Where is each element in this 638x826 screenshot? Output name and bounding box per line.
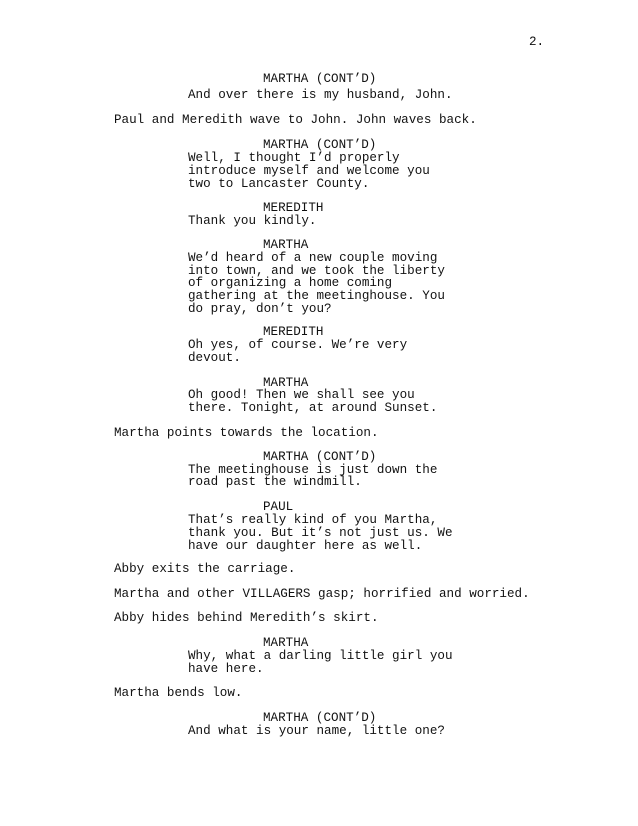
action-line: Martha and other VILLAGERS gasp; horrified and worried. — [114, 587, 530, 601]
character-name: MARTHA (CONT’D) — [263, 138, 377, 152]
dialogue-line: have our daughter here as well. — [188, 539, 423, 553]
character-name: PAUL — [263, 500, 294, 514]
character-name: MARTHA — [263, 376, 309, 390]
character-name: MARTHA (CONT’D) — [263, 450, 377, 464]
dialogue-line: Why, what a darling little girl you — [188, 649, 453, 663]
character-name: MARTHA — [263, 238, 309, 252]
dialogue-line: And what is your name, little one? — [188, 724, 445, 738]
dialogue-line: Thank you kindly. — [188, 214, 317, 228]
dialogue-line: introduce myself and welcome you — [188, 164, 430, 178]
dialogue-line: have here. — [188, 662, 264, 676]
dialogue-line: That’s really kind of you Martha, — [188, 513, 438, 527]
page-number: 2. — [529, 35, 545, 49]
dialogue-line: there. Tonight, at around Sunset. — [188, 401, 438, 415]
character-name: MARTHA — [263, 636, 309, 650]
dialogue-line: Oh yes, of course. We’re very — [188, 338, 408, 352]
dialogue-line: into town, and we took the liberty — [188, 264, 445, 278]
dialogue-line: devout. — [188, 351, 241, 365]
action-line: Abby hides behind Meredith’s skirt. — [114, 611, 379, 625]
dialogue-line: gathering at the meetinghouse. You — [188, 289, 445, 303]
dialogue-line: do pray, don’t you? — [188, 302, 332, 316]
dialogue-line: thank you. But it’s not just us. We — [188, 526, 453, 540]
character-name: MEREDITH — [263, 201, 324, 215]
character-name: MARTHA (CONT’D) — [263, 72, 377, 86]
character-name: MARTHA (CONT’D) — [263, 711, 377, 725]
action-line: Martha bends low. — [114, 686, 243, 700]
dialogue-line: The meetinghouse is just down the — [188, 463, 438, 477]
dialogue-line: road past the windmill. — [188, 475, 362, 489]
action-line: Paul and Meredith wave to John. John waves back. — [114, 113, 477, 127]
dialogue-line: of organizing a home coming — [188, 276, 393, 290]
dialogue-line: Oh good! Then we shall see you — [188, 388, 415, 402]
action-line: Abby exits the carriage. — [114, 562, 296, 576]
action-line: Martha points towards the location. — [114, 426, 379, 440]
dialogue-line: We’d heard of a new couple moving — [188, 251, 438, 265]
dialogue-line: two to Lancaster County. — [188, 177, 370, 191]
dialogue-line: Well, I thought I’d properly — [188, 151, 400, 165]
character-name: MEREDITH — [263, 325, 324, 339]
dialogue-line: And over there is my husband, John. — [188, 88, 453, 102]
